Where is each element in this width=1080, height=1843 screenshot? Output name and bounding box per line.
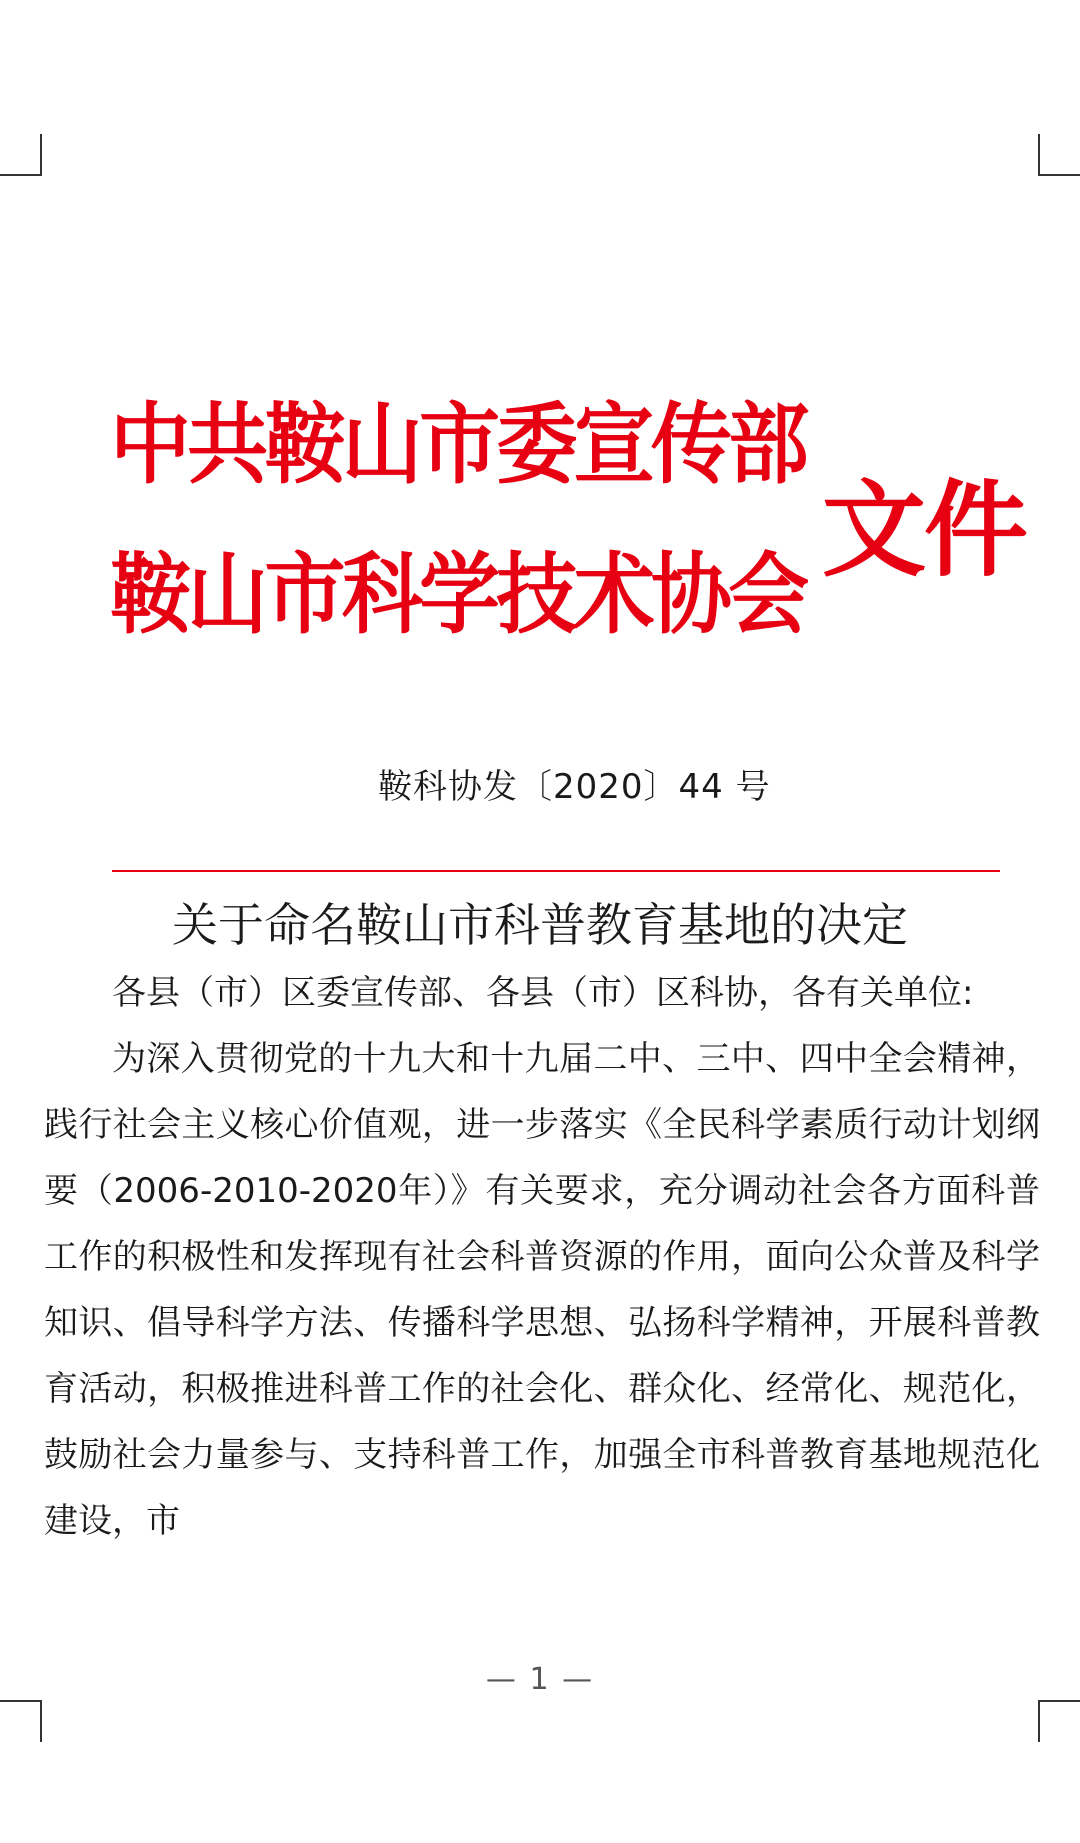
red-separator-line [112,870,1000,872]
masthead-issuer-2: 鞍山市科学技术协会 [110,543,806,646]
masthead-suffix: 文件 [822,469,1027,591]
crop-mark-top-left [0,134,42,176]
crop-mark-bottom-left [0,1700,42,1742]
document-number: 鞍科协发〔2020〕44 号 [378,767,771,807]
salutation-paragraph: 各县（市）区委宣传部、各县（市）区科协，各有关单位: [112,973,974,1013]
crop-mark-top-right [1038,134,1080,176]
document-masthead [110,393,1027,655]
document-title: 关于命名鞍山市科普教育基地的决定 [172,898,908,952]
document-body [44,960,1040,1554]
body-paragraph: 为深入贯彻党的十九大和十九届二中、三中、四中全会精神，践行社会主义核心价值观，进一步落实《全民科学素质行动计划纲要（2006-2010-2020年）》有关要求，充分调动社会各方面科普工作的积极性和发挥现有社会科普资源的作用，面向公众普及科学知识、倡导科学方法、传播科学思想、弘扬科学精神，开展科普教育活动，积极推进科普工作的社会化、群众化、经常化、规范化，鼓励社会力量参与、支持科普工作，加强全市科普教育基地规范化建设，市 [44,1039,1040,1541]
crop-mark-bottom-right [1038,1700,1080,1742]
masthead-issuer-1: 中共鞍山市委宣传部 [110,393,806,496]
page-number: — 1 — [485,1662,595,1697]
